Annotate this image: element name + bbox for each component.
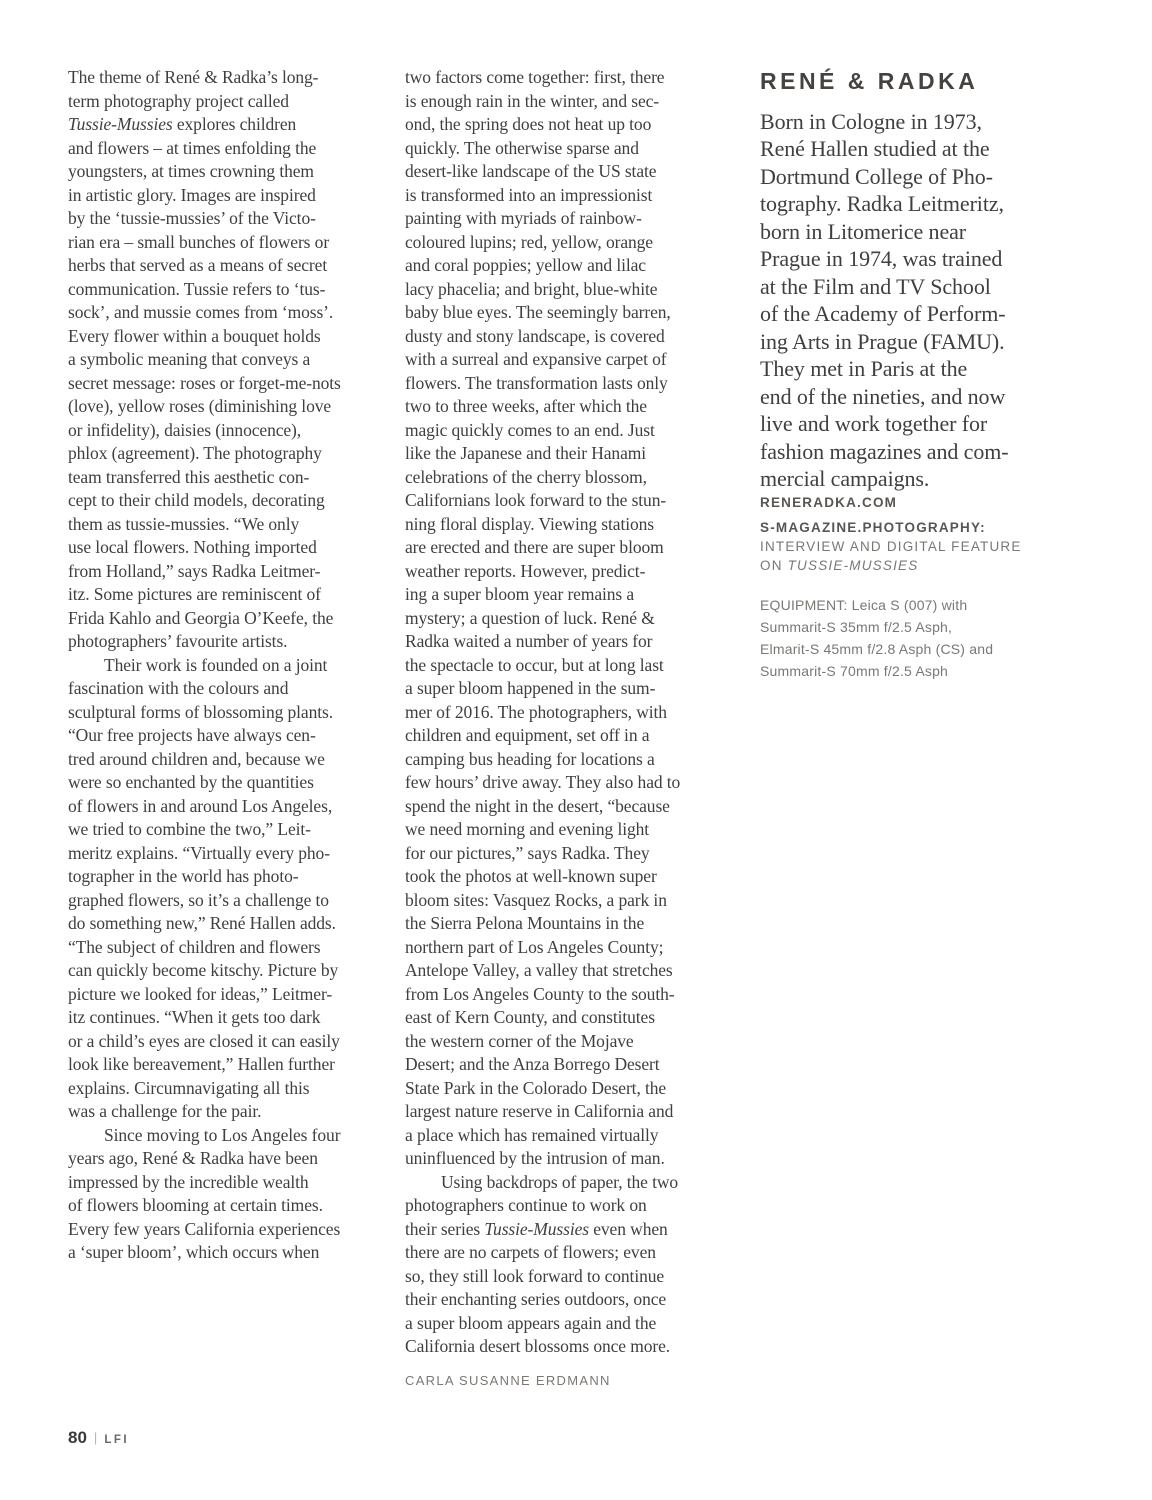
bio-text: Born in Cologne in 1973, René Hallen studied at the Dortmund College of Pho- tography. Radka Leitmeritz, born in Litomerice near Prague in 1974, was trained at the Film and TV School of the Academy of Perform- ing Arts in Prague (FAMU). They met in Paris at the end of the nineties, and now live and work together for fashion magazines and com- mercial campaigns.	[760, 108, 1009, 491]
smagazine-description: INTERVIEW AND DIGITAL FEATURE ON TUSSIE-MUSSIES	[760, 538, 1022, 573]
smagazine-url: S-MAGAZINE.PHOTOGRAPHY:	[760, 519, 986, 535]
bio-heading: RENÉ & RADKA	[760, 68, 979, 94]
magazine-name: LFI	[104, 1434, 130, 1446]
equipment-note: EQUIPMENT: Leica S (007) with Summarit-S 35mm f/2.5 Asph, Elmarit-S 45mm f/2.8 Asph (CS) and Summarit-S 70mm f/2.5 Asph	[760, 596, 994, 679]
article-paragraph-4: two factors come together: first, there is enough rain in the winter, and sec- ond, the spring does not heat up too quickly. The otherwise sparse and desert-like landscape of the US state is transformed into an impressionist painting with myriads of rainbow- coloured lupins; red, yellow, orange and coral poppies; yellow and lilac lacy phacelia; and bright, blue-white baby blue eyes. The seemingly barren, dusty and stony landscape, is covered with a surreal and expansive carpet of flowers. The transformation lasts only two to three weeks, after which the magic quickly comes to an end. Just like the Japanese and their Hanami celebrations of the cherry blossom, Californians look forward to the stun- ning floral display. Viewing stations are erected and there are super bloom weather reports. However, predict- ing a super bloom year remains a mystery; a question of luck. René & Radka waited a number of years for the spectacle to occur, but at long last a super bloom happened in the sum- mer of 2016. The photographers, with children and equipment, set off in a camping bus heading for locations a few hours’ drive away. They also had to spend the night in the desert, “because we need morning and evening light for our pictures,” says Radka. They took the photos at well-known super bloom sites: Vasquez Rocks, a park in the Sierra Pelona Mountains in the northern part of Los Angeles County; Antelope Valley, a valley that stretches from Los Angeles County to the south- east of Kern County, and constitutes the western corner of the Mojave Desert; and the Anza Borrego Desert State Park in the Colorado Desert, the largest nature reserve in California and a place which has remained virtually uninfluenced by the intrusion of man.	[405, 67, 681, 1168]
author-byline: CARLA SUSANNE ERDMANN	[405, 1372, 611, 1388]
bio-sidebar	[760, 66, 1060, 682]
article-column-2	[405, 66, 723, 1392]
article-paragraph-5: Using backdrops of paper, the two photographers continue to work on their series Tussie-Mussies even when there are no carpets of flowers; even so, they still look forward to continue their enchanting series outdoors, once a super bloom appears again and the California desert blossoms once more.	[405, 1171, 679, 1356]
links-block	[760, 493, 1060, 575]
article-column-1	[68, 66, 378, 1265]
article-paragraph-3: Since moving to Los Angeles four years ago, René & Radka have been impressed by the incredible wealth of flowers blooming at certain times. Every few years California experiences a ‘super bloom’, which occurs when	[68, 1124, 341, 1262]
article-paragraph-2: Their work is founded on a joint fascination with the colours and sculptural forms of blossoming plants. “Our free projects have always cen- tred around children and, because we were so enchanted by the quantities of flowers in and around Los Angeles, we tried to combine the two,” Leit- meritz explains. “Virtually every pho- tographer in the world has photo- graphed flowers, so it’s a challenge to do something new,” René Hallen adds. “The subject of children and flowers can quickly become kitschy. Picture by picture we looked for ideas,” Leitmer- itz continues. “When it gets too dark or a child’s eyes are closed it can easily look like bereavement,” Hallen further explains. Circumnavigating all this was a challenge for the pair.	[68, 654, 340, 1121]
website-url: RENERADKA.COM	[760, 494, 898, 510]
footer-divider: |	[93, 1430, 98, 1445]
article-paragraph-1: The theme of René & Radka’s long- term photography project called Tussie-Mussies explores children and flowers – at times enfolding the youngsters, at times crowning them in artistic glory. Images are inspired by the ‘tussie-mussies’ of the Victo- rian era – small bunches of flowers or herbs that served as a means of secret communication. Tussie refers to ‘tus- sock’, and mussie comes from ‘moss’. Every flower within a bouquet holds a symbolic meaning that conveys a secret message: roses or forget-me-nots (love), yellow roses (diminishing love or infidelity), daisies (innocence), phlox (agreement). The photography team transferred this aesthetic con- cept to their child models, decorating them as tussie-mussies. “We only use local flowers. Nothing imported from Holland,” says Radka Leitmer- itz. Some pictures are reminiscent of Frida Kahlo and Georgia O’Keefe, the photographers’ favourite artists.	[68, 67, 341, 651]
page-footer	[68, 1428, 129, 1448]
page-number: 80	[68, 1428, 87, 1447]
